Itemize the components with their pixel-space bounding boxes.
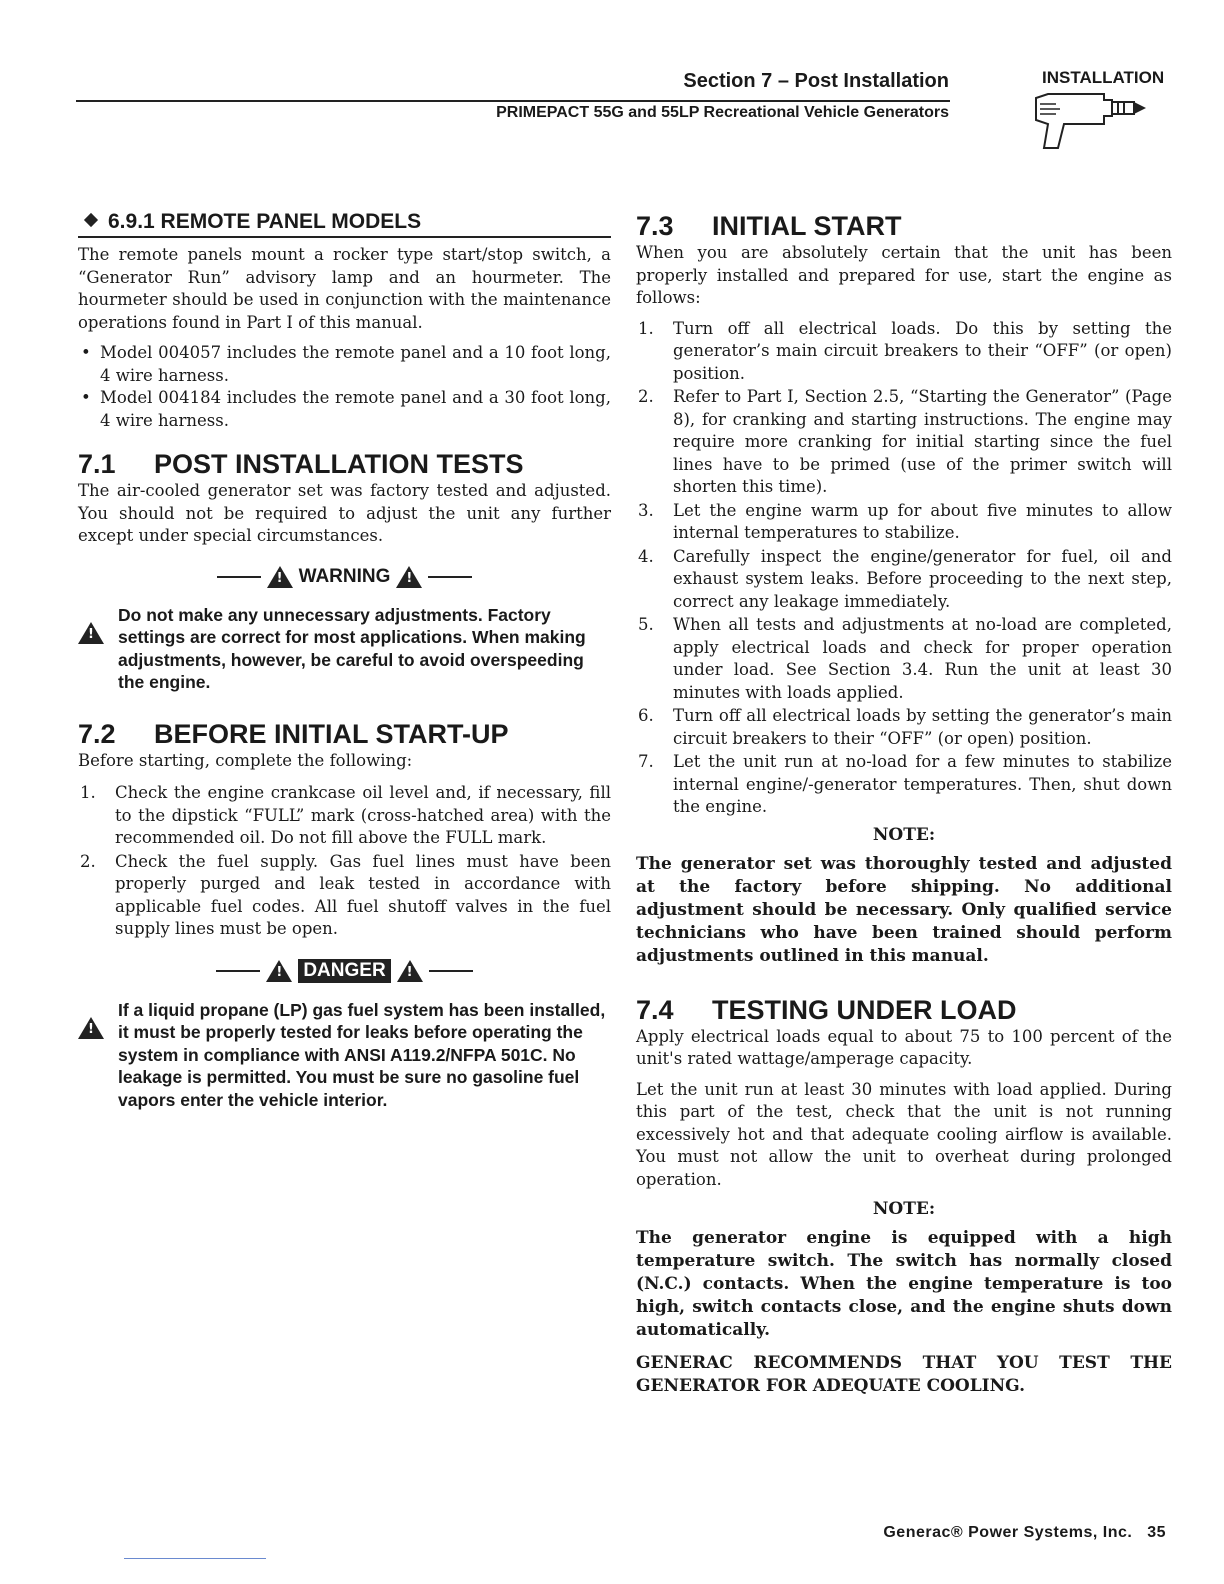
warning-text: Do not make any unnecessary adjustments. Factory settings are correct for most applications. When making adjustments, however, be careful to avoid overspeeding the engine. — [118, 604, 586, 692]
left-column — [78, 210, 611, 1111]
step-number: 1. — [638, 318, 654, 338]
note-heading: NOTE: — [872, 1199, 936, 1219]
header-rule — [76, 100, 950, 102]
list-item — [636, 705, 1172, 750]
remote-panel-model-list — [78, 342, 611, 432]
list-item — [78, 782, 611, 850]
step-number: 3. — [638, 500, 654, 520]
section-title-text: INITIAL START — [712, 211, 902, 241]
step-number: 2. — [638, 387, 654, 406]
danger-banner — [78, 959, 611, 983]
danger-label: DANGER — [298, 959, 390, 983]
pre-start-steps — [78, 782, 611, 941]
footer-rule — [124, 1558, 266, 1559]
section-7-3-heading — [636, 210, 1172, 242]
danger-body — [78, 999, 611, 1112]
section-number: 7.4 — [636, 994, 674, 1025]
rule-right — [429, 970, 473, 972]
step-number: 1. — [80, 783, 96, 802]
page-footer — [883, 1524, 1166, 1542]
section-title: Section 7 – Post Installation — [683, 70, 949, 92]
step-number: 2. — [80, 851, 96, 871]
step-text: Refer to Part I, Section 2.5, “Starting the Generator” (Page 8), for cranking and starting instructions. The engine may require more cranking for initial starting since the fuel lines have to be primed (use of the primer switch will shorten this time). — [673, 387, 1172, 496]
installation-tab-label: INSTALLATION — [1042, 68, 1165, 87]
rule-right — [428, 576, 472, 578]
warning-body — [78, 604, 611, 694]
warning-triangle-icon — [397, 960, 423, 982]
step-number: 6. — [638, 706, 654, 725]
step-number: 5. — [638, 615, 654, 634]
section-7-2-heading — [78, 718, 611, 750]
list-item: • Model 004184 includes the remote panel and a 30 foot long, 4 wire harness. — [78, 387, 611, 432]
section-title-text: TESTING UNDER LOAD — [712, 994, 1017, 1025]
section-title-text: BEFORE INITIAL START-UP — [154, 718, 509, 749]
section-number: 7.3 — [636, 211, 674, 241]
warning-triangle-icon — [266, 960, 292, 982]
section-number: 7.2 — [78, 718, 116, 749]
section-title-text: POST INSTALLATION TESTS — [154, 449, 524, 479]
warning-triangle-icon — [78, 1017, 104, 1039]
section-7-4-paragraph-2: Let the unit run at least 30 minutes with load applied. During this part of the test, check that the unit is not running excessively hot and that adequate cooling airflow is available. You must not allow the unit to overheat during prolonged operation. — [636, 1079, 1172, 1189]
section-7-3-intro: When you are absolutely certain that the unit has been properly installed and prepared for use, start the engine as follows: — [636, 243, 1172, 307]
section-6-9-1-title: 6.9.1 REMOTE PANEL MODELS — [108, 210, 422, 233]
step-text: When all tests and adjustments at no-load are completed, apply electrical loads and check for proper operation under load. See Section 3.4. Run the unit at least 30 minutes with loads applied. — [673, 615, 1172, 702]
section-6-9-1-heading — [78, 210, 611, 238]
rule-left — [216, 970, 260, 972]
list-item — [636, 546, 1172, 614]
warning-triangle-icon — [267, 566, 293, 588]
page-number: 35 — [1147, 1524, 1166, 1541]
list-item — [78, 851, 611, 941]
step-number: 7. — [638, 752, 654, 771]
list-item — [636, 386, 1172, 499]
note-text: The generator engine is equipped with a high temperature switch. The switch has normally closed (N.C.) contacts. When the engine temperature is too high, switch contacts close, and the engine shuts down automatically. — [636, 1228, 1172, 1340]
list-item — [636, 614, 1172, 704]
note-text: The generator set was thoroughly tested and adjusted at the factory before shipping. No additional adjustment should be necessary. Only qualified service technicians who have been trained should perform adjustments outlined in this manual. — [636, 853, 1172, 966]
section-7-1-heading — [78, 448, 611, 480]
section-7-4-paragraph-1: Apply electrical loads equal to about 75 to 100 percent of the unit's rated wattage/amperage capacity. — [636, 1026, 1172, 1068]
warning-triangle-icon — [396, 566, 422, 588]
section-6-9-1-intro: The remote panels mount a rocker type start/stop switch, a “Generator Run” advisory lamp and an hourmeter. The hourmeter should be used in conjunction with the maintenance operations found in Part I of this manual. — [78, 245, 611, 332]
warning-banner — [78, 566, 611, 588]
list-item: • Model 004057 includes the remote panel and a 10 foot long, 4 wire harness. — [78, 342, 611, 387]
step-text: Carefully inspect the engine/generator for fuel, oil and exhaust system leaks. Before proceeding to the next step, correct any leakage immediately. — [673, 546, 1172, 611]
list-item — [636, 751, 1172, 819]
warning-label: WARNING — [298, 565, 391, 587]
step-text: Turn off all electrical loads. Do this by setting the generator’s main circuit breakers to their “OFF” (or open) position. — [673, 318, 1172, 383]
section-7-2-intro: Before starting, complete the following: — [78, 750, 413, 770]
step-number: 4. — [638, 546, 654, 566]
step-text: Check the engine crankcase oil level and, if necessary, fill to the dipstick “FULL” mark (cross-hatched area) with the recommended oil. Do not fill above the FULL mark. — [115, 783, 611, 847]
drill-icon — [1030, 90, 1150, 154]
list-item — [636, 500, 1172, 545]
diamond-bullet-icon — [84, 213, 98, 227]
rule-left — [217, 576, 261, 578]
section-7-4-heading — [636, 994, 1172, 1026]
note-heading: NOTE: — [872, 824, 936, 845]
section-7-1-body: The air-cooled generator set was factory tested and adjusted. You should not be required to adjust the unit any further except under special circumstances. — [78, 481, 611, 545]
list-item — [636, 318, 1172, 386]
danger-text: If a liquid propane (LP) gas fuel system has been installed, it must be properly tested for leaks before operating the system in compliance with ANSI A119.2/NFPA 501C. No leakage is permitted. You must be sure no gasoline fuel vapors enter the vehicle interior. — [118, 999, 606, 1110]
right-column — [636, 210, 1172, 1408]
step-text: Check the fuel supply. Gas fuel lines must have been properly purged and leak tested in accordance with applicable fuel codes. All fuel shutoff valves in the fuel supply lines must be open. — [115, 851, 611, 938]
company-name: Generac® Power Systems, Inc. — [883, 1524, 1133, 1541]
document-subtitle: PRIMEPACT 55G and 55LP Recreational Vehicle Generators — [496, 104, 949, 121]
step-text: Let the unit run at no-load for a few minutes to stabilize internal engine/-generator temperatures. Then, shut down the engine. — [673, 752, 1172, 816]
warning-triangle-icon — [78, 622, 104, 644]
section-number: 7.1 — [78, 449, 116, 479]
step-text: Turn off all electrical loads by setting the generator’s main circuit breakers to their “OFF” (or open) position. — [673, 706, 1172, 748]
step-text: Let the engine warm up for about five minutes to allow internal temperatures to stabilize. — [673, 500, 1172, 542]
recommendation-text: GENERAC RECOMMENDS THAT YOU TEST THE GENERATOR FOR ADEQUATE COOLING. — [636, 1353, 1172, 1396]
initial-start-steps — [636, 318, 1172, 819]
